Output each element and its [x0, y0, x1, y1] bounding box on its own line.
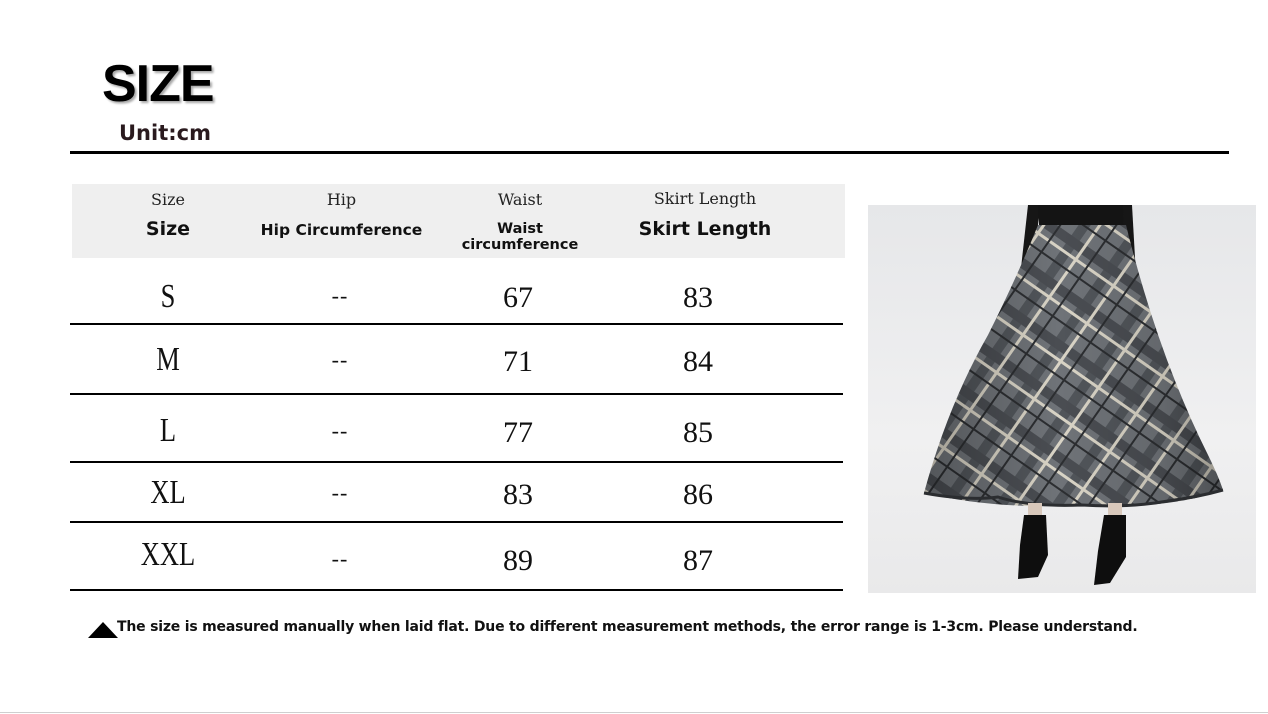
column-header-hip: [254, 184, 429, 258]
column-header-skirt-length-label: Skirt Length: [638, 218, 772, 240]
column-header-hip-secondary: Hip: [326, 190, 357, 209]
page-title: SIZE: [102, 55, 214, 113]
hip-cell: --: [331, 546, 349, 571]
waist-cell: 71: [503, 345, 533, 378]
column-header-waist: [440, 184, 600, 258]
row-divider: [70, 461, 843, 463]
length-cell: 85: [683, 416, 713, 449]
column-header-waist-label: Waist circumference: [461, 221, 579, 253]
skirt-illustration: [868, 205, 1256, 593]
bottom-divider: [0, 712, 1268, 713]
length-cell: 84: [683, 345, 713, 378]
header-divider: [70, 151, 1229, 154]
column-header-size-secondary: Size: [151, 190, 185, 209]
waist-cell: 77: [503, 416, 533, 449]
product-image: [868, 205, 1256, 593]
waist-cell: 67: [503, 281, 533, 314]
table-header: [72, 184, 845, 258]
row-divider: [70, 589, 843, 591]
row-divider: [70, 393, 843, 395]
measurement-note: The size is measured manually when laid flat. Due to different measurement methods, the error range is 1-3cm. Please understand.: [117, 619, 1138, 635]
length-cell: 86: [683, 478, 713, 511]
length-cell: 83: [683, 281, 713, 314]
column-header-waist-secondary: Waist: [497, 190, 543, 209]
hip-cell: --: [331, 347, 349, 372]
unit-label: Unit:cm: [119, 121, 211, 145]
waist-cell: 89: [503, 544, 533, 577]
row-divider: [70, 521, 843, 523]
column-header-skirt-length-secondary: Skirt Length: [653, 189, 757, 208]
column-header-skirt-length: [620, 184, 790, 258]
warning-triangle-icon: [88, 622, 118, 638]
row-divider: [70, 323, 843, 325]
length-cell: 87: [683, 544, 713, 577]
size-cell: S: [160, 278, 176, 315]
size-cell: XXL: [140, 536, 196, 573]
size-cell: M: [156, 341, 180, 378]
column-header-hip-label: Hip Circumference: [260, 221, 423, 239]
column-header-size: [92, 184, 244, 258]
size-cell: L: [159, 412, 177, 449]
hip-cell: --: [331, 418, 349, 443]
size-cell: XL: [150, 474, 186, 511]
hip-cell: --: [331, 283, 349, 308]
hip-cell: --: [331, 480, 349, 505]
waist-cell: 83: [503, 478, 533, 511]
column-header-size-label: Size: [145, 218, 191, 240]
